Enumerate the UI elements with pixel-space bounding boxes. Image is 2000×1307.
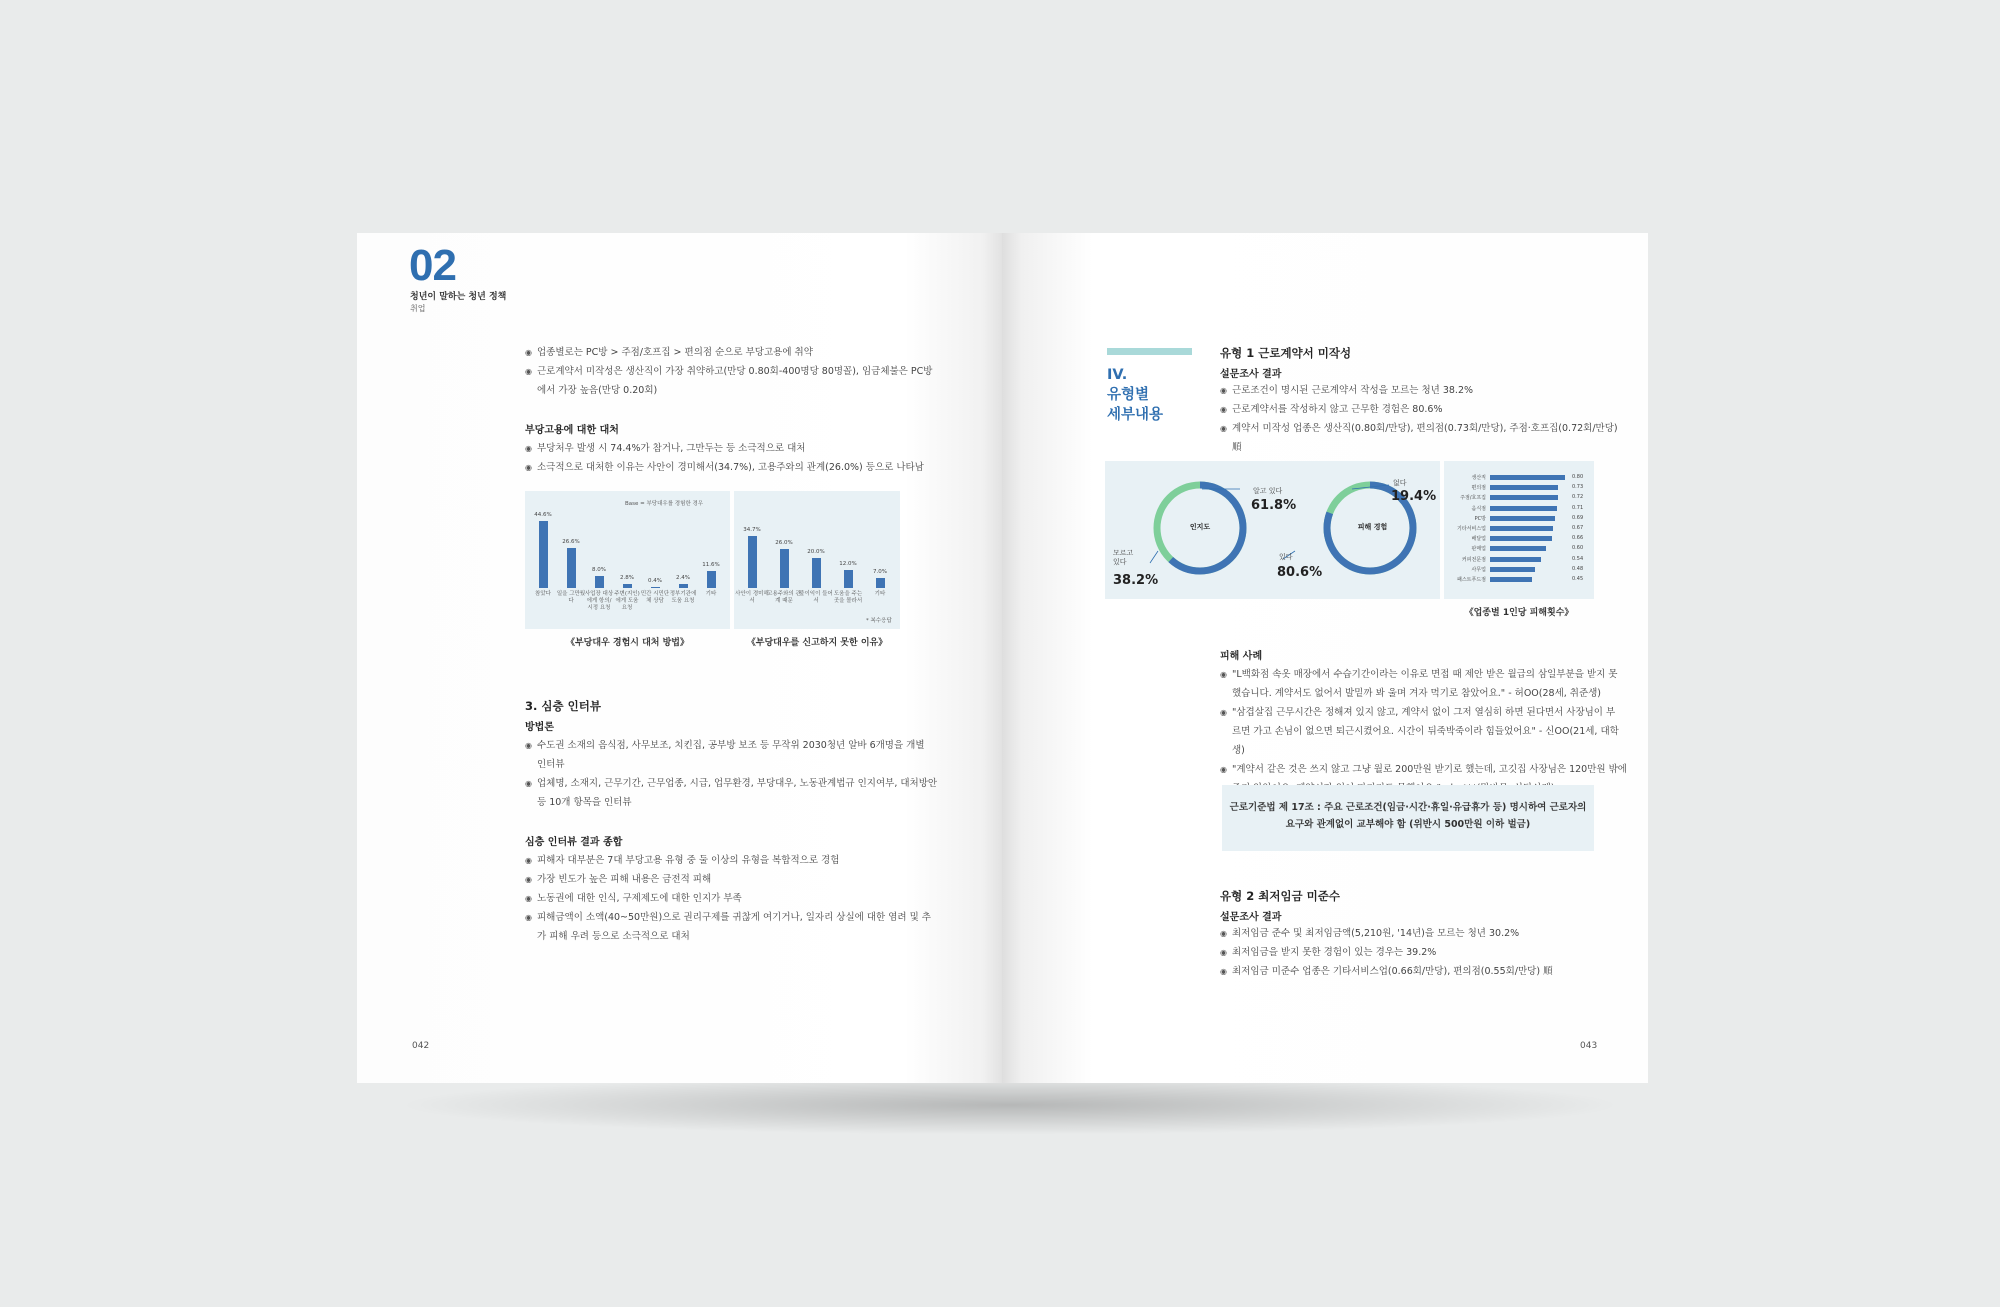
bullet-continuation: 가 피해 우려 등으로 소극적으로 대처 [537,931,690,942]
bullet: ◉ 수도권 소재의 음식점, 사무보조, 치킨집, 공부방 보조 등 무작위 2030청년 알바 6개명을 개별 [525,736,975,755]
bullet: ◉ 가장 빈도가 높은 피해 내용은 금전적 피해 [525,870,975,889]
law-callout [1222,785,1594,851]
bullet: ◉ 소극적으로 대처한 이유는 사안이 경미해서(34.7%), 고용주와의 관계(26.0%) 등으로 나타남 [525,458,975,477]
hbar [1490,495,1558,500]
donut-legend-label: 없다 [1393,479,1407,487]
hbar [1490,536,1552,541]
bar-value-label: 2.4% [676,575,690,582]
chart-base-note: Base = 부당대우를 경험한 경우 [625,501,704,507]
bar-value-label: 0.4% [648,578,662,584]
bar-value-label: 8.0% [592,567,606,573]
coping-bullets [525,439,975,477]
hbar [1490,516,1555,521]
bar-category-label: 고용주와의 관계 때문 [767,591,801,604]
hbar-category-label: 배달업 [1471,536,1486,543]
hbar [1490,475,1565,480]
hbar-value-label: 0.73 [1572,484,1584,491]
hbar-value-label: 0.80 [1572,474,1584,480]
intro-bullets [525,343,975,400]
bullet: ◉ 계약서 미작성 업종은 생산직(0.80회/만당), 편의점(0.73회/만당), 주점·호프집(0.72회/만당) 順 [1220,419,1630,457]
hbar-chart-panel [1444,461,1594,599]
subsection-heading: 설문조사 결과 [1220,369,1282,380]
donut-center-label: 피해 경험 [1357,523,1388,531]
bar-value-label: 26.6% [562,539,580,546]
chart-panel-coping [525,491,730,629]
hbar-value-label: 0.48 [1572,565,1584,572]
chart-panel-reasons [734,491,900,629]
type2-bullets [1220,924,1630,981]
bullet: ◉ 최저임금 미준수 업종은 기타서비스업(0.66회/만당), 편의점(0.55회/만당) 順 [1220,962,1630,981]
bar-category-label: 참았다 [535,591,551,597]
bullet: ◉ "L백화점 속옷 매장에서 수습기간이라는 이유로 면접 때 제안 받은 월급의 삼일부분을 받지 못 [1220,665,1630,684]
donut-value: 19.4% [1391,489,1437,504]
book-shadow [395,1075,1625,1135]
bar-category-label: 기타 [705,591,717,597]
hbar-category-label: 생산직 [1471,475,1486,481]
bar-value-label: 34.7% [743,526,761,533]
donut-legend-label: 모르고 있다 [1113,549,1134,566]
subsection-heading: 설문조사 결과 [1220,912,1282,923]
bullet: ◉ 근로조건이 명시된 근로계약서 작성을 모르는 청년 38.2% [1220,381,1630,400]
bullet: ◉ "삼겹살집 근무시간은 정해져 있지 않고, 계약서 없이 그저 열심히 하면 된다면서 사장님이 부 [1220,703,1630,722]
bar-category-label: 사안이 경미해서 [735,591,769,604]
bullet: ◉ 부당처우 발생 시 74.4%가 참거나, 그만두는 등 소극적으로 대처 [525,439,975,458]
chapter-subtitle: 취업 [410,304,426,313]
hbar-value-label: 0.69 [1572,514,1584,521]
hbar [1490,557,1541,562]
bullet-continuation: 르면 가고 손님이 없으면 퇴근시켰어요. 시간이 뒤죽박죽이라 힘들었어요" - 신OO(21세, 대학생) [1232,726,1619,756]
bar-category-label: 도움을 주는 곳을 몰라서 [833,591,863,604]
damage-bullets [1220,665,1630,798]
bullet-continuation: 했습니다. 계약서도 없어서 발밑까 봐 울며 겨자 먹기로 참았어요." - 허OO(28세, 취준생) [1232,688,1602,699]
hbar [1490,485,1558,490]
hbar-category-label: 편의점 [1471,485,1486,492]
bar-category-label: 일을 그만뒀다 [556,591,586,604]
subsection-heading: 심층 인터뷰 결과 종합 [525,837,623,848]
hbar [1490,567,1535,572]
hbar-value-label: 0.67 [1572,525,1584,531]
bar-category-label: 주변(지인)에게 도움 요청 [614,591,640,611]
donut-legend-label: 알고 있다 [1253,487,1283,495]
type1-bullets [1220,381,1630,457]
chart-caption: 《업종별 1인당 피해횟수》 [1464,608,1574,618]
subsection-heading: 피해 사례 [1220,651,1263,662]
hbar-category-label: 주점/호프집 [1460,495,1486,502]
left-page [357,233,1002,1083]
donut-value: 61.8% [1251,498,1297,513]
chart-bar [595,576,604,588]
chart-bar [876,578,885,589]
section-title: IV. 유형별 세부내용 [1107,367,1164,423]
chart-bar [623,584,632,588]
result-bullets [525,851,975,946]
industry-hbar-chart [1444,461,1594,599]
bullet: ◉ 노동권에 대한 인식, 구제제도에 대한 인지가 부족 [525,889,975,908]
bar-category-label: 불이익이 들어서 [799,591,833,604]
hbar-value-label: 0.72 [1572,494,1584,501]
hbar [1490,546,1546,551]
bullet: ◉ 피해금액이 소액(40~50만원)으로 권리구제를 귀찮게 여기거나, 일자리 상실에 대한 염려 및 추 [525,908,975,927]
hbar-category-label: PC방 [1474,515,1486,522]
coping-bar-chart [525,491,730,629]
law-line: 근로기준법 제 17조 : 주요 근로조건(임금·시간·휴일·유급휴가 등) 명시하여 근로자의 [1229,802,1587,813]
hbar-category-label: 커피전문점 [1461,556,1486,563]
bullet-continuation: 인터뷰 [537,759,565,770]
hbar [1490,506,1557,511]
chapter-title: 청년이 말하는 청년 정책 [410,292,507,302]
bar-value-label: 7.0% [873,568,887,575]
bullet-continuation: 등 10개 항목을 인터뷰 [537,797,632,808]
type1-heading: 유형 1 근로계약서 미작성 [1220,346,1352,360]
hbar-category-label: 판매업 [1471,546,1486,553]
hbar [1490,577,1532,582]
section-accent-bar [1107,348,1192,355]
bullet: ◉ 피해자 대부분은 7대 부당고용 유형 중 둘 이상의 유형을 복합적으로 경험 [525,851,975,870]
page-number: 042 [412,1041,430,1051]
hbar-value-label: 0.45 [1572,576,1584,582]
bar-value-label: 44.6% [534,512,552,519]
chart-caption: 《부당대우 경험시 대처 방법》 [565,638,690,648]
bar-value-label: 20.0% [807,549,825,555]
donut-value: 80.6% [1277,565,1323,580]
bar-category-label: 사업장 대상에게 항의/시정 요청 [584,591,614,611]
bar-category-label: 민간 시민단체 상담 [640,591,670,604]
donut-value: 38.2% [1113,573,1159,588]
bullet: ◉ 업체명, 소재지, 근무기간, 근무업종, 시급, 업무환경, 부당대우, 노동관계법규 인지여부, 대처방안 [525,774,975,793]
right-page [1002,233,1648,1083]
bullet: ◉ 근로계약서 미작성은 생산직이 가장 취약하고(만당 0.80회-400명당 80명꼴), 임금체불은 PC방 [525,362,975,381]
bullet-continuation: 에서 가장 높음(만당 0.20회) [537,385,658,396]
chart-caption: 《부당대우를 신고하지 못한 이유》 [746,638,888,648]
hbar-value-label: 0.60 [1572,545,1584,552]
section-heading: 3. 심층 인터뷰 [525,699,601,713]
type2-heading: 유형 2 최저임금 미준수 [1220,889,1340,903]
chart-bar [812,558,821,588]
donut-center-label: 인지도 [1189,523,1211,531]
bullet: ◉ 최저임금을 받지 못한 경험이 있는 경우는 39.2% [1220,943,1630,962]
reasons-bar-chart [734,491,900,629]
hbar-value-label: 0.54 [1572,555,1584,562]
bar-value-label: 2.8% [620,574,634,581]
chapter-number: 02 [409,241,456,290]
bar-value-label: 26.0% [775,540,793,546]
chart-bar [844,570,853,588]
hbar [1490,526,1553,531]
donut-legend-label: 있다 [1279,553,1293,561]
hbar-value-label: 0.66 [1572,535,1584,542]
bar-value-label: 12.0% [839,561,857,567]
hbar-category-label: 기타서비스업 [1457,526,1486,532]
hbar-value-label: 0.71 [1572,504,1584,511]
hbar-category-label: 패스트푸드점 [1457,577,1486,583]
law-line: 요구와 관계없이 교부해야 함 (위반시 500만원 이하 벌금) [1285,819,1531,830]
method-bullets [525,736,975,812]
subsection-heading: 방법론 [525,722,554,733]
bar-value-label: 11.6% [702,561,720,568]
chart-bar [567,548,576,588]
bullet: ◉ 업종별로는 PC방 > 주점/호프집 > 편의점 순으로 부당고용에 취약 [525,343,975,362]
hbar-category-label: 음식점 [1471,505,1486,512]
chart-bar [651,587,660,588]
chart-footnote: * 복수응답 [866,618,892,624]
bar-category-label: 정부기관에 도움 요청 [669,591,697,604]
chart-bar [748,536,757,588]
bullet: ◉ 근로계약서를 작성하지 않고 근무한 경험은 80.6% [1220,400,1630,419]
bullet: ◉ 최저임금 준수 및 최저임금액(5,210원, '14년)을 모르는 청년 30.2% [1220,924,1630,943]
donut-chart-panel [1105,461,1440,599]
chart-bar [679,584,688,588]
page-number: 043 [1580,1041,1598,1051]
chart-bar [539,521,548,588]
bar-category-label: 기타 [874,591,886,597]
hbar-category-label: 사무업 [1471,566,1486,573]
chart-bar [780,549,789,588]
chart-bar [707,571,716,588]
section-heading: 부당고용에 대한 대처 [525,425,619,436]
bullet: ◉ "계약서 같은 것은 쓰지 않고 그냥 월로 200만원 받기로 했는데, 고깃집 사장님은 120만원 밖에 [1220,760,1630,779]
